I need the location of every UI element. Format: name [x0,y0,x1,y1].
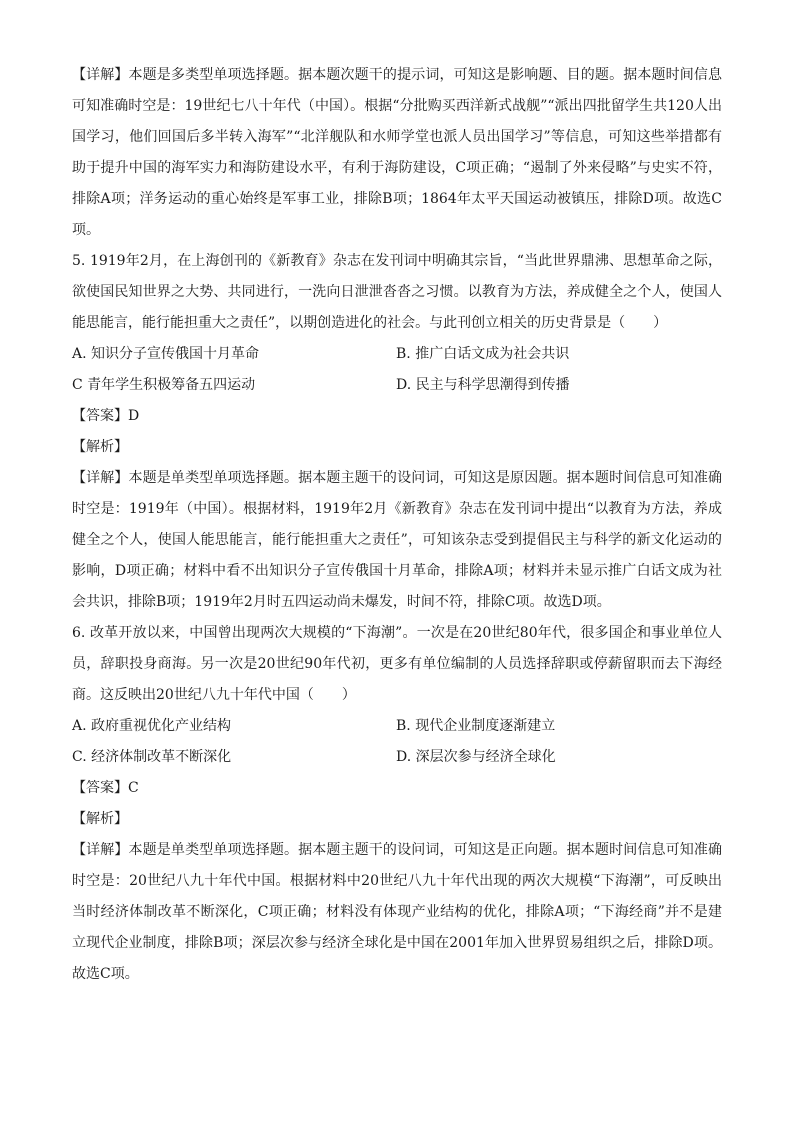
q6-option-b: B. 现代企业制度逐渐建立 [396,718,556,734]
q5-option-a: A. 知识分子宣传俄国十月革命 [72,346,260,362]
q6-option-d: D. 深层次参与经济全球化 [396,749,556,765]
q6-stem: 6. 改革开放以来，中国曾出现两次大规模的“下海潮”。一次是在20世纪80年代，很多国企和事业单位人员，辞职投身商海。另一次是20世纪90年代初，更多有单位编制的人员选择辞职或停薪留职而去下海经商。这反映出20世纪八九十年代中国（ ） [72,625,722,703]
document-page [72,60,722,990]
q6-options [72,711,722,773]
q4-detail: 【详解】本题是多类型单项选择题。据本题次题干的提示词，可知这是影响题、目的题。据本题时间信息可知准确时空是：19世纪七八十年代（中国）。根据“分批购买西洋新式战舰”“派出四批留学生共120人出国学习，他们回国后多半转入海军”“北洋舰队和水师学堂也派人员出国学习”等信息，可知这些举措都有助于提升中国的海军实力和海防建设水平，有利于海防建设，C项正确；“遏制了外来侵略”与史实不符，排除A项；洋务运动的重心始终是军事工业，排除B项；1864年太平天国运动被镇压，排除D项。故选C项。 [72,67,722,238]
q5-option-d: D. 民主与科学思潮得到传播 [396,377,570,393]
q6-answer: 【答案】C [72,780,139,796]
q5-answer: 【答案】D [72,408,140,424]
q6-detail: 【详解】本题是单类型单项选择题。据本题主题干的设问词，可知这是正向题。据本题时间信息可知准确时空是：20世纪八九十年代中国。根据材料中20世纪八九十年代出现的两次大规模“下海潮”，可反映出当时经济体制改革不断深化，C项正确；材料没有体现产业结构的优化，排除A项；“下海经商”并不是建立现代企业制度，排除B项；深层次参与经济全球化是中国在2001年加入世界贸易组织之后，排除D项。故选C项。 [72,842,722,982]
q5-option-c: C 青年学生积极筹备五四运动 [72,377,256,393]
q6-option-c: C. 经济体制改革不断深化 [72,749,232,765]
q5-analysis-label: 【解析】 [72,439,128,455]
q5-stem: 5. 1919年2月，在上海创刊的《新教育》杂志在发刊词中明确其宗旨，“当此世界鼎沸、思想革命之际，欲使国民知世界之大势、共同进行，一洗向日泄泄沓沓之习惯。以教育为方法，养成健全之个人，使国人能思能言，能行能担重大之责任”，以期创造进化的社会。与此刊创立相关的历史背景是（ ） [72,253,722,331]
q5-detail: 【详解】本题是单类型单项选择题。据本题主题干的设问词，可知这是原因题。据本题时间信息可知准确时空是：1919年（中国）。根据材料，1919年2月《新教育》杂志在发刊词中提出“以教育为方法，养成健全之个人，使国人能思能言，能行能担重大之责任”，可知该杂志受到提倡民主与科学的新文化运动的影响，D项正确；材料中看不出知识分子宣传俄国十月革命，排除A项；材料并未显示推广白话文成为社会共识，排除B项；1919年2月时五四运动尚未爆发，时间不符，排除C项。故选D项。 [72,470,722,610]
q5-option-b: B. 推广白话文成为社会共识 [396,346,570,362]
q6-analysis-label: 【解析】 [72,811,128,827]
q6-option-a: A. 政府重视优化产业结构 [72,718,232,734]
q5-options [72,339,722,401]
